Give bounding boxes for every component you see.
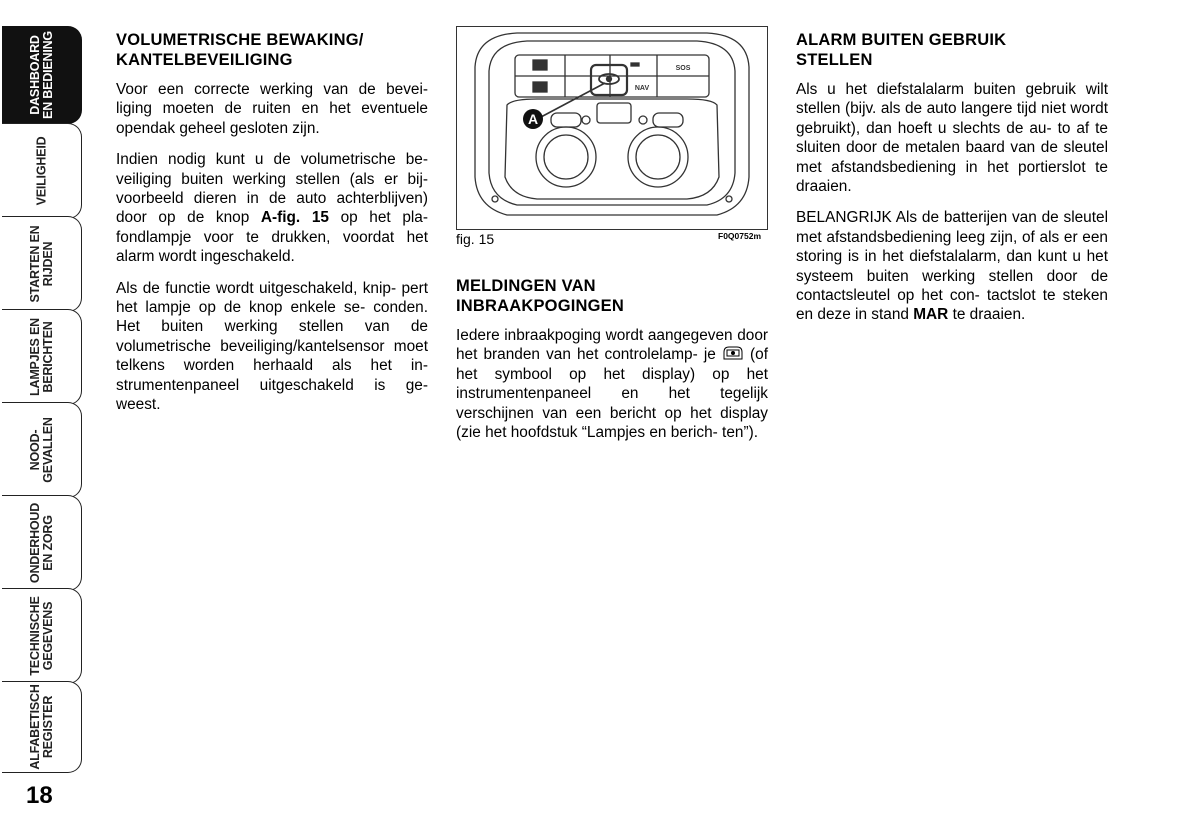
alarm-warning-icon xyxy=(722,345,744,361)
section-alarm-off xyxy=(796,30,1108,337)
tab-veiligheid-label: VEILIGHEID xyxy=(34,136,48,206)
section-alarm-off-p2: BELANGRIJK Als de batterijen van de sleutel met afstandsbediening leeg zijn, of als er een storing is in het diefstalalarm, dan kunt u het systeem buiten werking stellen door de contactsleutel op het con- tactslot te steken en deze in stand MAR te draaien. xyxy=(796,209,1108,324)
section-volumetric xyxy=(116,30,428,427)
figure-caption: fig. 15 xyxy=(456,231,495,247)
section-volumetric-p2: Indien nodig kunt u de volumetrische be- veiliging buiten werking stellen (als er bij- voorbeeld dieren in de auto achterblijven) door op de knop A-fig. 15 op het pla- fondlampje voor te drukken, voordat het alarm wordt ingeschakeld. xyxy=(116,151,428,266)
page-number: 18 xyxy=(26,782,53,809)
tab-onderhoud[interactable] xyxy=(2,495,82,591)
tab-technische[interactable] xyxy=(2,588,82,684)
tab-register[interactable] xyxy=(2,681,82,773)
section-alarm-off-title: ALARM BUITEN GEBRUIK STELLEN xyxy=(796,31,1007,69)
ceiling-light-illustration xyxy=(457,27,767,229)
tab-veiligheid[interactable] xyxy=(2,123,82,219)
tab-dashboard[interactable] xyxy=(2,26,82,124)
section-inbraak xyxy=(456,276,768,454)
tab-starten-label: STARTEN EN RIJDEN xyxy=(27,225,55,303)
chapter-tab-bar xyxy=(0,26,86,774)
section-inbraak-p1: Iedere inbraakpoging wordt aangegeven door het branden van het controlelamp- je (of het symbool op het display) op het instrumentenpaneel en het tegelijk verschijnen van een bericht op het display (zie het hoofdstuk “Lampjes en berich- ten”). xyxy=(456,327,768,442)
section-volumetric-p1: Voor een correcte werking van de bevei- liging moeten de ruiten en het eventuele opendak geheel gesloten zijn. xyxy=(116,81,428,137)
figure-code: F0Q0752m xyxy=(718,231,761,241)
sos-button-label: SOS xyxy=(675,65,691,72)
nav-button-label: NAV xyxy=(634,85,650,92)
section-inbraak-title: MELDINGEN VAN INBRAAKPOGINGEN xyxy=(456,277,625,315)
tab-onderhoud-label: ONDERHOUD EN ZORG xyxy=(27,502,55,584)
tab-noodgevallen-label: NOOD- GEVALLEN xyxy=(27,417,55,483)
section-volumetric-title: VOLUMETRISCHE BEWAKING/ KANTELBEVEILIGING xyxy=(116,31,364,69)
figure-ceiling-light xyxy=(456,26,768,230)
tab-lampjes[interactable] xyxy=(2,309,82,405)
tab-dashboard-label: DASHBOARD EN BEDIENING xyxy=(27,31,55,119)
tab-noodgevallen[interactable] xyxy=(2,402,82,498)
tab-register-label: ALFABETISCH REGISTER xyxy=(27,684,55,770)
section-alarm-off-p1: Als u het diefstalalarm buiten gebruik wilt stellen (bijv. als de auto langere tijd niet wordt gebruikt), dan hoeft u slechts de au- to af te sluiten door de metalen baard van de sleutel met afstandsbediening in het portierslot te draaien. xyxy=(796,81,1108,196)
tab-lampjes-label: LAMPJES EN BERICHTEN xyxy=(27,318,55,396)
callout-a-label: A xyxy=(527,111,539,127)
tab-technische-label: TECHNISCHE GEGEVENS xyxy=(27,596,55,676)
tab-starten[interactable] xyxy=(2,216,82,312)
section-volumetric-p3: Als de functie wordt uitgeschakeld, knip- pert het lampje op de knop enkele se- conden. Het buiten werking stellen van de volumetrische beveiliging/kantelsensor moet telkens worden herhaald als het in- strumentenpaneel uitgeschakeld is ge- weest. xyxy=(116,279,428,414)
